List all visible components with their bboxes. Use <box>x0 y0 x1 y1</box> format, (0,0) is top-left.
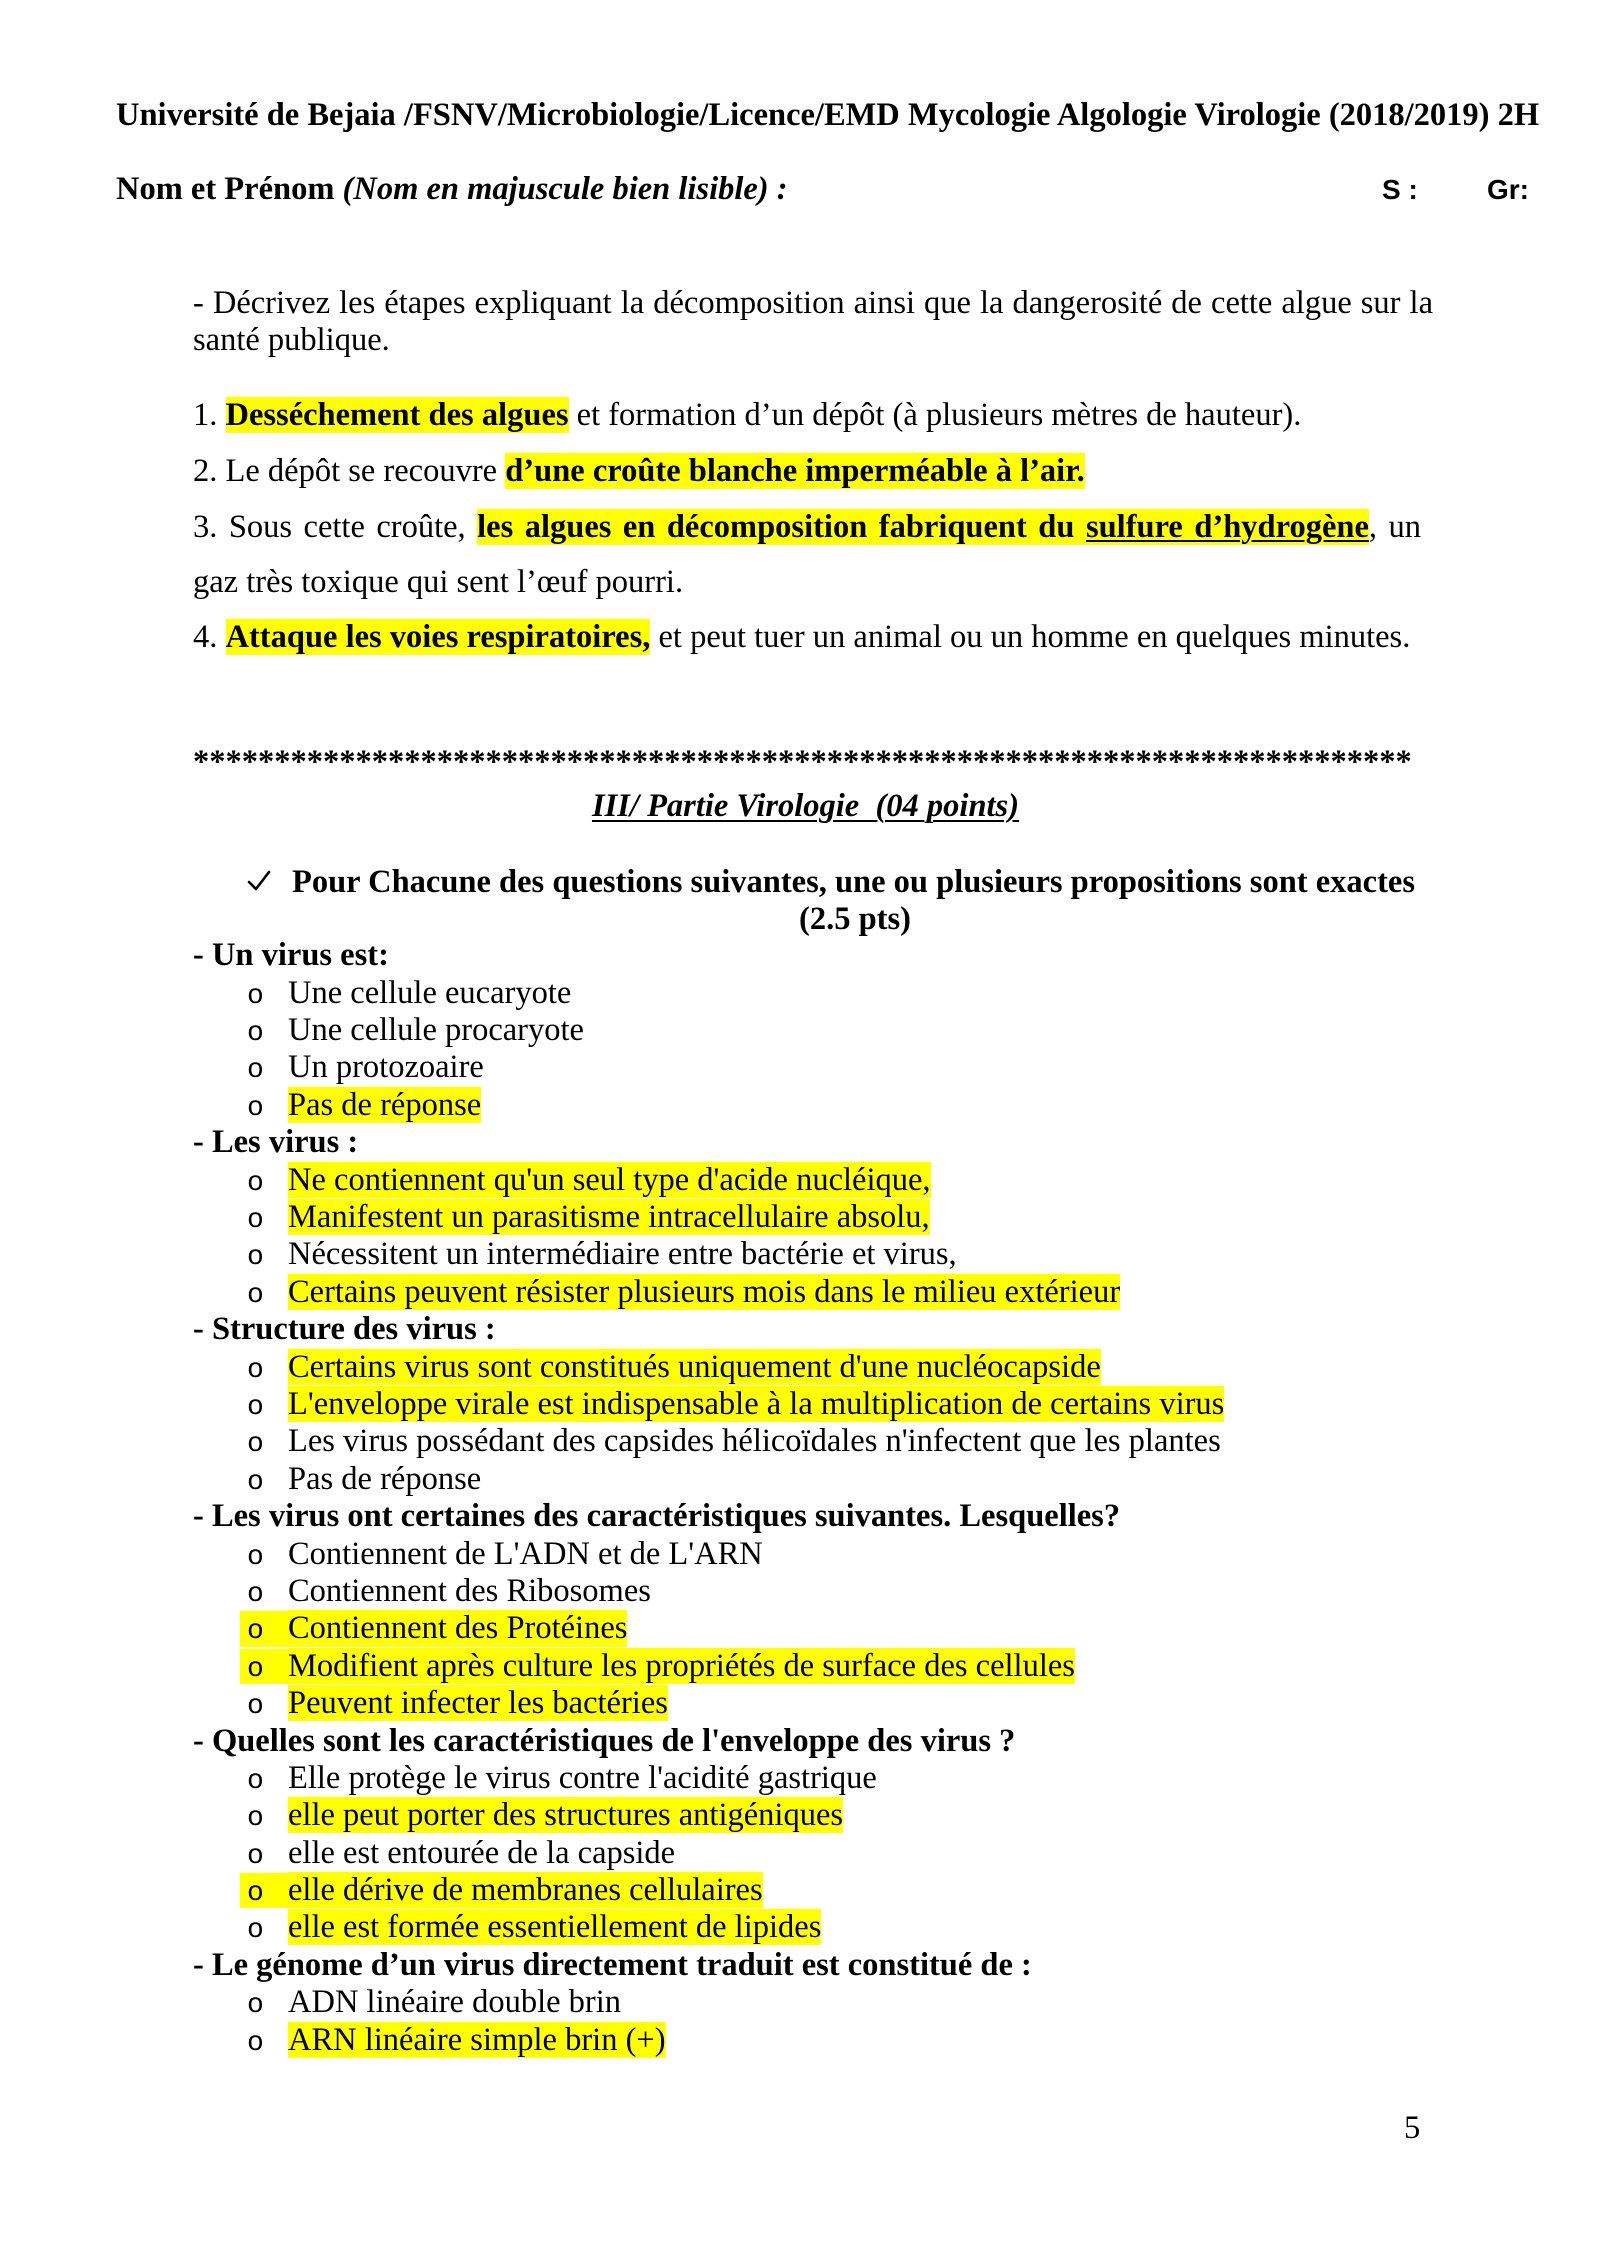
mcq-option <box>0 1236 1600 1273</box>
highlighted-answer: Desséchement des algues <box>225 396 569 433</box>
answer-step-1 <box>193 397 1301 434</box>
option-content <box>240 1163 931 1198</box>
group-label: Gr: <box>1487 174 1529 205</box>
student-name-line <box>116 171 788 208</box>
step-text: 3. Sous cette croûte, <box>193 508 478 545</box>
mcq-option <box>0 1049 1600 1086</box>
option-text-highlighted: ARN linéaire simple brin (+) <box>288 2021 666 2058</box>
option-content <box>240 1798 843 1833</box>
mcq-option <box>0 1423 1600 1460</box>
mcq-option <box>0 1162 1600 1199</box>
option-text-highlighted: Certains virus sont constitués uniquement d'une nucléocapside <box>288 1348 1101 1385</box>
mcq-option <box>0 1087 1600 1124</box>
option-text: Contiennent des Ribosomes <box>288 1572 651 1609</box>
option-text-highlighted: Certains peuvent résister plusieurs mois dans le milieu extérieur <box>288 1273 1121 1310</box>
mcq-option <box>0 2022 1600 2059</box>
mcq-option <box>0 1760 1600 1797</box>
list-marker: o <box>247 1990 264 2022</box>
option-text: Pas de réponse <box>288 1460 482 1497</box>
option-content <box>240 1537 763 1572</box>
option-content <box>240 1088 481 1123</box>
highlighted-answer-underlined: sulfure d’hydrogène <box>1085 508 1369 545</box>
mcq-option <box>0 1573 1600 1610</box>
option-content <box>240 1611 627 1646</box>
option-text-highlighted: Pas de réponse <box>288 1086 482 1123</box>
name-hint: (Nom en majuscule bien lisible) : <box>342 171 788 207</box>
list-marker: o <box>247 1205 264 1237</box>
option-content <box>240 1462 481 1497</box>
option-content <box>240 1200 930 1235</box>
list-marker: o <box>247 1578 264 1610</box>
mcq-option <box>0 1685 1600 1722</box>
step-text: 1. <box>193 396 226 433</box>
option-text: elle est entourée de la capside <box>288 1834 676 1871</box>
mcq-option <box>0 1648 1600 1685</box>
option-text: Nécessitent un intermédiaire entre bactérie et virus, <box>288 1236 957 1273</box>
answer-step-3 <box>193 509 1421 546</box>
option-content <box>240 1574 651 1609</box>
list-marker: o <box>247 1391 264 1423</box>
list-marker: o <box>247 1018 264 1050</box>
list-marker: o <box>247 1765 264 1797</box>
list-marker: o <box>247 1616 264 1648</box>
option-content <box>240 1873 763 1908</box>
list-marker: o <box>247 1429 264 1461</box>
option-text-highlighted: Ne contiennent qu'un seul type d'acide nucléique, <box>288 1161 931 1198</box>
option-text-highlighted: L'enveloppe virale est indispensable à la multiplication de certains virus <box>288 1385 1225 1422</box>
option-text: Contiennent de L'ADN et de L'ARN <box>288 1535 763 1572</box>
list-marker: o <box>247 1354 264 1386</box>
highlighted-answer: d’une croûte blanche imperméable à l’air. <box>505 452 1085 489</box>
option-text-highlighted: Contiennent des Protéines <box>288 1610 628 1647</box>
mcq-option <box>0 1835 1600 1872</box>
option-text-highlighted: elle est formée essentiellement de lipides <box>288 1909 822 1946</box>
option-text-highlighted: Modifient après culture les propriétés de surface des cellules <box>288 1647 1075 1684</box>
mcq-option <box>0 1610 1600 1647</box>
answer-step-4 <box>193 619 1410 656</box>
option-content <box>240 1985 621 2020</box>
mcq-question: - Les virus ont certaines des caractéristiques suivantes. Lesquelles? <box>193 1498 1121 1535</box>
option-content <box>240 1910 821 1945</box>
mcq-option <box>0 1386 1600 1423</box>
mcq-option <box>0 1199 1600 1236</box>
option-content <box>240 2023 666 2058</box>
list-marker: o <box>247 980 264 1012</box>
asterisk-separator: *************************************************************************** <box>193 743 1412 780</box>
option-text: Elle protège le virus contre l'acidité gastrique <box>288 1759 877 1796</box>
mcq-option <box>0 1349 1600 1386</box>
mcq-option <box>0 1012 1600 1049</box>
mcq-question: - Les virus : <box>193 1124 359 1161</box>
list-marker: o <box>247 1167 264 1199</box>
mcq-option <box>0 975 1600 1012</box>
option-text-highlighted: Manifestent un parasitisme intracellulaire absolu, <box>288 1199 930 1236</box>
mcq-question: - Quelles sont les caractéristiques de l'enveloppe des virus ? <box>193 1722 1016 1759</box>
mcq-question: - Le génome d’un virus directement traduit est constitué de : <box>193 1946 1032 1983</box>
list-marker: o <box>247 1092 264 1124</box>
mcq-option <box>0 1872 1600 1909</box>
option-content <box>240 1387 1224 1422</box>
instruction-text: Pour Chacune des questions suivantes, une ou plusieurs propositions sont exactes <box>292 863 1415 900</box>
option-text-highlighted: elle peut porter des structures antigéniques <box>288 1797 844 1834</box>
checkmark-icon <box>246 868 272 894</box>
exam-header-title: Université de Bejaia /FSNV/Microbiologie/Licence/EMD Mycologie Algologie Virologie (2018/2019) 2H <box>116 97 1540 133</box>
page-number: 5 <box>1404 2109 1421 2146</box>
points-label: (2.5 pts) <box>799 900 911 937</box>
list-marker: o <box>247 1653 264 1685</box>
option-content <box>240 1424 1221 1459</box>
list-marker: o <box>247 1055 264 1087</box>
section-label: S : <box>1382 174 1418 205</box>
step-text: et peut tuer un animal ou un homme en quelques minutes. <box>650 618 1411 655</box>
option-text: Les virus possédant des capsides hélicoïdales n'infectent que les plantes <box>288 1423 1221 1460</box>
answer-step-3-continued <box>193 564 683 601</box>
list-marker: o <box>247 1878 264 1910</box>
mcq-option <box>0 1536 1600 1573</box>
list-marker: o <box>247 1803 264 1835</box>
mcq-question: - Un virus est: <box>193 937 389 974</box>
list-marker: o <box>247 1840 264 1872</box>
step-text: , un <box>1368 508 1421 545</box>
option-content <box>240 1013 584 1048</box>
option-content <box>240 1050 484 1085</box>
list-marker: o <box>247 1466 264 1498</box>
option-text-highlighted: Peuvent infecter les bactéries <box>288 1685 668 1722</box>
option-content <box>240 1761 877 1796</box>
option-content <box>240 976 571 1011</box>
option-content <box>240 1649 1075 1684</box>
step-text: 2. Le dépôt se recouvre <box>193 452 506 489</box>
mcq-option <box>0 1797 1600 1834</box>
list-marker: o <box>247 1279 264 1311</box>
mcq-option <box>0 1909 1600 1946</box>
list-marker: o <box>247 2027 264 2059</box>
mcq-option <box>0 1274 1600 1311</box>
option-text: Un protozoaire <box>288 1049 484 1086</box>
option-content <box>240 1237 957 1272</box>
section-title: III/ Partie Virologie (04 points) <box>591 787 1020 824</box>
list-marker: o <box>247 1541 264 1573</box>
option-content <box>240 1275 1120 1310</box>
highlighted-answer: les algues en décomposition fabriquent du <box>477 508 1086 545</box>
step-text: 4. <box>193 618 226 655</box>
mcq-question: - Structure des virus : <box>193 1311 496 1348</box>
answer-step-2 <box>193 453 1085 490</box>
list-marker: o <box>247 1242 264 1274</box>
mcq-list <box>0 937 1600 2059</box>
question-prompt: - Décrivez les étapes expliquant la décomposition ainsi que la dangerosité de cette algue sur la santé publique. <box>193 284 1433 358</box>
option-content <box>240 1350 1101 1385</box>
mcq-option <box>0 1984 1600 2021</box>
list-marker: o <box>247 1915 264 1947</box>
option-text-highlighted: elle dérive de membranes cellulaires <box>288 1872 763 1909</box>
option-content <box>240 1836 675 1871</box>
highlighted-answer: Attaque les voies respiratoires, <box>225 618 651 655</box>
option-text: ADN linéaire double brin <box>288 1984 622 2021</box>
mcq-option <box>0 1461 1600 1498</box>
step-text: et formation d’un dépôt (à plusieurs mètres de hauteur). <box>568 396 1302 433</box>
option-content <box>240 1686 668 1721</box>
list-marker: o <box>247 1691 264 1723</box>
option-text: Une cellule procaryote <box>288 1012 584 1049</box>
option-text: Une cellule eucaryote <box>288 974 572 1011</box>
step-text: gaz très toxique qui sent l’œuf pourri. <box>193 563 684 600</box>
name-label: Nom et Prénom <box>116 171 335 207</box>
